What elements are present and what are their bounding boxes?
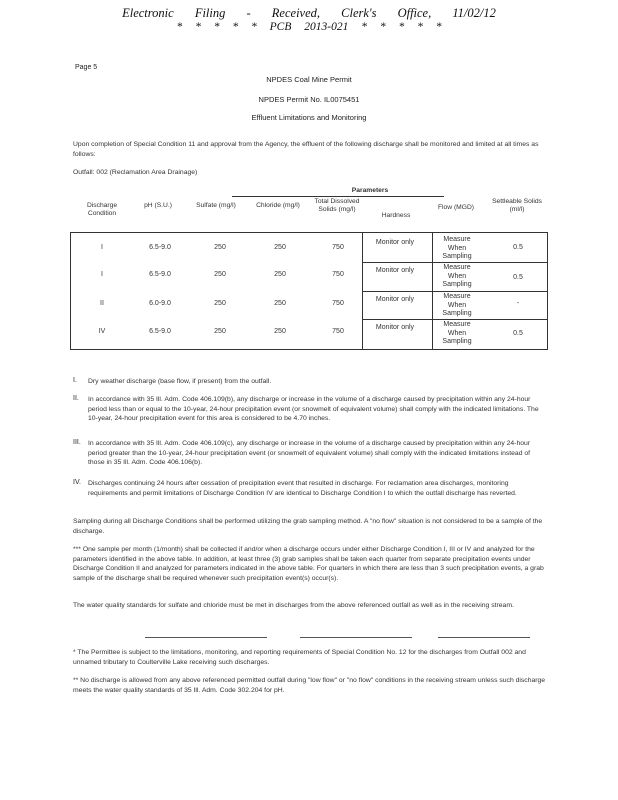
water-quality-paragraph: The water quality standards for sulfate and chloride must be met in discharges from the above referenced outfall as well as in the receiving stream. — [73, 602, 514, 609]
note-ii-text: In accordance with 35 Ill. Adm. Code 406.109(b), any discharge or increase in the volume of a discharge caused by precipitation within any 24-hour period less than or equal to the 10-year, 24-hour precipitation event (or snowmelt of equivalent volume) shall comply with the indicated limitations. The 10-year, 24-hour precipitation event for this area is considered to be 4.70 inches. — [88, 396, 539, 423]
row2-flow: Measure When Sampling — [442, 264, 472, 288]
monthly-sampling-paragraph: *** One sample per month (1/month) shall be collected if and/or when a discharge occurs under either Discharge Condition I, III or IV and analyzed for the parameters identified in the above table. In addition, at least three (3) grab samples shall be taken each quarter from separate precipitation events under Discharge Condition II and analyzed for parameters indicated in the above table. For quarters in which there are less than 3 such precipitation events, a grab sample of the discharge shall be required whenever such precipitation event(s) occur(s). — [73, 546, 544, 582]
row1-ph: 6.5-9.0 — [149, 244, 171, 251]
note-i-marker: I. — [73, 377, 77, 384]
table-bottom-rule — [70, 349, 548, 350]
row3-sulfate: 250 — [214, 300, 226, 307]
header-rule — [70, 232, 548, 233]
note-iii-marker: III. — [73, 439, 81, 446]
row3-hardness: Monitor only — [375, 296, 415, 303]
row4-ph: 6.5-9.0 — [149, 328, 171, 335]
parameters-header: Parameters — [351, 187, 389, 194]
row1-condition: I — [101, 244, 103, 251]
row4-tds: 750 — [332, 328, 344, 335]
row4-sulfate: 250 — [214, 328, 226, 335]
row1-settleable: 0.5 — [513, 244, 523, 251]
section-subtitle: Effluent Limitations and Monitoring — [251, 113, 367, 122]
note-iv-marker: IV. — [73, 479, 81, 486]
row2-hardness: Monitor only — [375, 267, 415, 274]
row3-settleable: - — [516, 300, 520, 307]
row2-sulfate: 250 — [214, 271, 226, 278]
row-rule — [362, 319, 548, 320]
header-flow: Flow (MGD) — [437, 204, 475, 211]
row4-settleable: 0.5 — [513, 330, 523, 337]
header-ph: pH (S.U.) — [144, 202, 172, 209]
row3-ph: 6.0-9.0 — [149, 300, 171, 307]
header-chloride: Chloride (mg/l) — [256, 202, 300, 209]
row1-flow: Measure When Sampling — [442, 236, 472, 260]
row2-ph: 6.5-9.0 — [149, 271, 171, 278]
table-left-border — [70, 232, 71, 350]
note-i-text: Dry weather discharge (base flow, if present) from the outfall. — [88, 378, 272, 385]
separator-line — [300, 637, 412, 638]
row4-condition: IV — [98, 328, 106, 335]
row2-tds: 750 — [332, 271, 344, 278]
note-iii-text: In accordance with 35 Ill. Adm. Code 406.109(c), any discharge or increase in the volume of a discharge caused by precipitation within any 24-hour period greater than the 10-year, 24-hour precipitation event (or snowmelt of equivalent volume) shall comply with the indicated limitations instead of those in 35 Ill. Adm. Code 406.106(b). — [88, 440, 531, 467]
filing-stamp-line2: * * * * * PCB 2013-021 * * * * * — [176, 21, 442, 33]
page-label: Page 5 — [75, 64, 98, 71]
row-rule — [362, 291, 548, 292]
separator-line — [438, 637, 530, 638]
row3-condition: II — [100, 300, 104, 307]
separator-line — [145, 637, 267, 638]
row3-tds: 750 — [332, 300, 344, 307]
row4-chloride: 250 — [274, 328, 286, 335]
row3-chloride: 250 — [274, 300, 286, 307]
row2-settleable: 0.5 — [513, 274, 523, 281]
row-rule — [362, 262, 548, 263]
row2-condition: I — [101, 271, 103, 278]
intro-paragraph: Upon completion of Special Condition 11 and approval from the Agency, the effluent of the following discharge shall be monitored and limited at all times as follows: — [73, 141, 539, 158]
header-tds: Total Dissolved Solids (mg/l) — [314, 198, 360, 214]
header-hardness: Hardness — [381, 212, 411, 219]
row2-chloride: 250 — [274, 271, 286, 278]
outfall-label: Outfall: 002 (Reclamation Area Drainage) — [73, 169, 198, 176]
note-ii-marker: II. — [73, 395, 79, 402]
row3-flow: Measure When Sampling — [442, 293, 472, 317]
row1-sulfate: 250 — [214, 244, 226, 251]
header-settleable: Settleable Solids (ml/l) — [492, 198, 542, 214]
permit-number: NPDES Permit No. IL0075451 — [258, 95, 360, 104]
footnote-special-condition: * The Permittee is subject to the limitations, monitoring, and reporting requirements of Special Condition No. 12 for the discharges from Outfall 002 and unnamed tributary to Coulterville Lake receiving such discharges. — [73, 649, 526, 666]
permit-title: NPDES Coal Mine Permit — [266, 75, 352, 84]
header-sulfate: Sulfate (mg/l) — [196, 202, 236, 209]
row4-hardness: Monitor only — [375, 324, 415, 331]
row1-tds: 750 — [332, 244, 344, 251]
header-condition: Discharge Condition — [86, 202, 118, 218]
row4-flow: Measure When Sampling — [442, 321, 472, 345]
sampling-paragraph: Sampling during all Discharge Conditions shall be performed utilizing the grab sampling method. A "no flow" situation is not considered to be a sample of the discharge. — [73, 518, 543, 535]
footnote-no-flow: ** No discharge is allowed from any above referenced permitted outfall during "low flow" or "no flow" conditions in the receiving stream unless such discharge meets the water quality standards of 35 Ill. Adm. Code 302.204 for pH. — [73, 677, 546, 694]
note-iv-text: Discharges continuing 24 hours after cessation of precipitation event that resulted in discharge. For reclamation area discharges, monitoring requirements and permit limitations of Discharge Condition IV are identical to Discharge Condition I to which the outfall discharge has reverted. — [88, 480, 517, 497]
row1-chloride: 250 — [274, 244, 286, 251]
row1-hardness: Monitor only — [375, 239, 415, 246]
filing-stamp-line1: Electronic Filing - Received, Clerk's Office, 11/02/12 — [122, 6, 496, 20]
parameters-rule — [232, 196, 444, 197]
